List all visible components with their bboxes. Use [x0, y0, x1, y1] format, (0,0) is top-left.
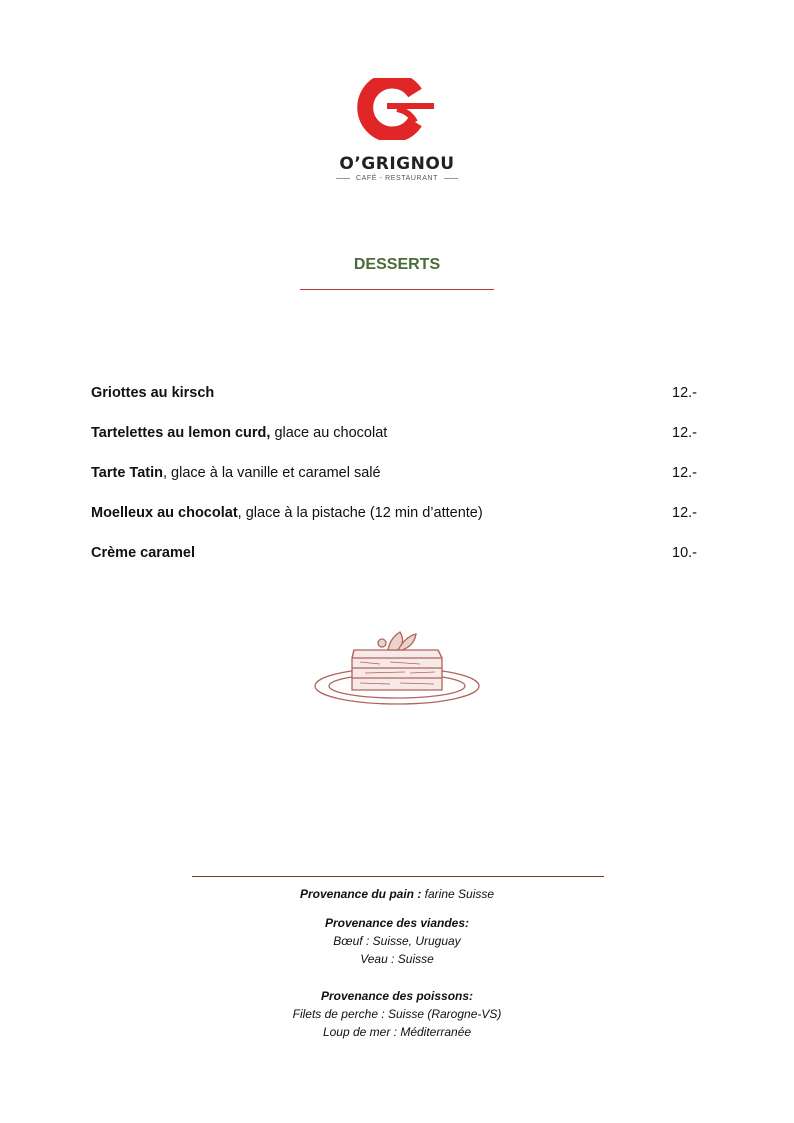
- bread-label: Provenance du pain :: [299, 887, 422, 901]
- item-text: [91, 424, 387, 442]
- section-title: DESSERTS: [353, 256, 441, 273]
- meat-provenance: [0, 914, 794, 968]
- item-text: [91, 384, 214, 402]
- item-name: Tartelettes au lemon curd,: [91, 425, 271, 441]
- item-price: 10.-: [672, 545, 697, 561]
- meat-line: Bœuf : Suisse, Uruguay: [333, 934, 461, 948]
- fish-label: Provenance des poissons:: [320, 989, 474, 1003]
- brand-logo: [0, 78, 794, 182]
- menu-item: [91, 544, 697, 584]
- fish-line: Loup de mer : Méditerranée: [322, 1025, 472, 1039]
- item-price: 12.-: [672, 465, 697, 481]
- item-price: 12.-: [672, 385, 697, 401]
- dessert-menu: [91, 384, 697, 584]
- menu-item: [91, 424, 697, 464]
- title-underline: [300, 289, 494, 290]
- meat-label: Provenance des viandes:: [324, 916, 470, 930]
- item-price: 12.-: [672, 505, 697, 521]
- footer-divider: [192, 876, 604, 877]
- bread-value: farine Suisse: [421, 887, 495, 901]
- brand-name: O’GRIGNOU: [339, 154, 455, 174]
- tagline-rule-left: [336, 178, 350, 179]
- item-price: 12.-: [672, 425, 697, 441]
- menu-item: [91, 464, 697, 504]
- bread-provenance: [0, 885, 794, 903]
- item-name: Moelleux au chocolat: [91, 505, 238, 521]
- item-text: [91, 464, 381, 482]
- menu-item: [91, 384, 697, 424]
- meat-line: Veau : Suisse: [360, 952, 434, 966]
- item-text: [91, 544, 195, 562]
- fish-provenance: [0, 987, 794, 1041]
- item-desc: , glace à la pistache (12 min d’attente): [237, 505, 483, 521]
- item-desc: glace au chocolat: [270, 425, 388, 441]
- item-name: Crème caramel: [91, 545, 195, 561]
- menu-item: [91, 504, 697, 544]
- tagline-rule-right: [444, 178, 458, 179]
- fish-line: Filets de perche : Suisse (Rarogne-VS): [292, 1007, 502, 1021]
- item-desc: , glace à la vanille et caramel salé: [162, 465, 381, 481]
- provenance-footer: [0, 885, 794, 1052]
- brand-tagline: [0, 175, 794, 182]
- item-name: Griottes au kirsch: [91, 385, 215, 401]
- item-name: Tarte Tatin: [91, 465, 163, 481]
- item-text: [91, 504, 483, 522]
- cake-slice-icon: [310, 626, 484, 708]
- brand-tagline-text: CAFÉ - RESTAURANT: [355, 175, 439, 182]
- brand-g-icon: [357, 78, 437, 140]
